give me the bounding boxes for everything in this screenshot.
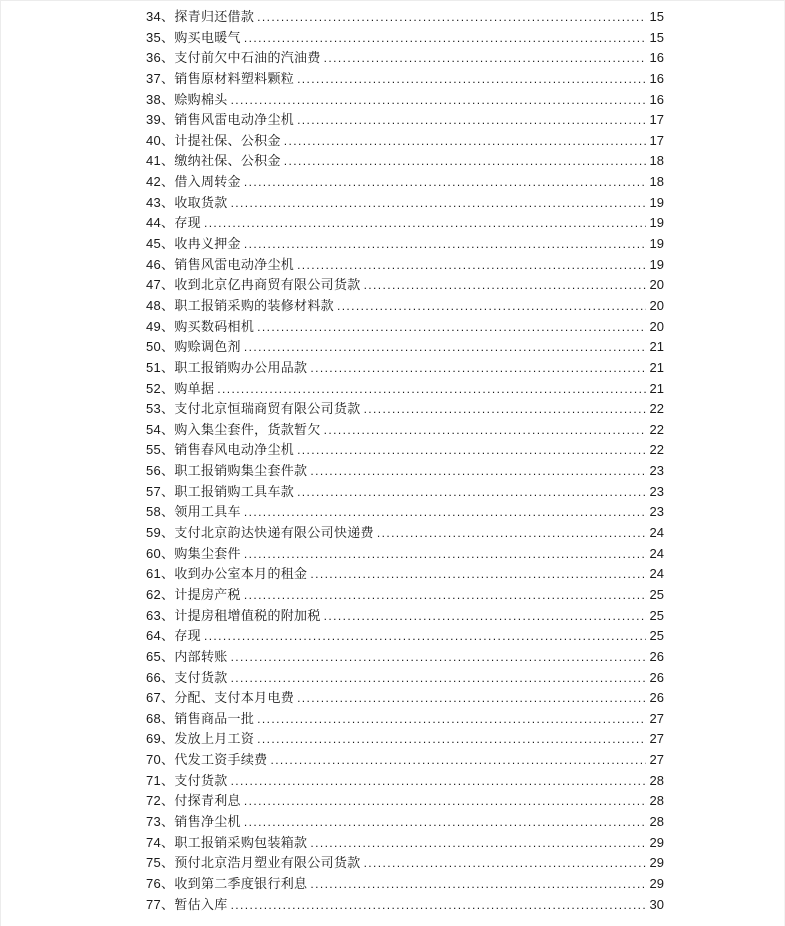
toc-entry[interactable] <box>146 213 664 234</box>
toc-entry-title: 66、支付货款 <box>146 669 228 685</box>
toc-dot-leader <box>257 709 646 730</box>
toc-entry-page: 26 <box>649 690 664 706</box>
toc-entry[interactable] <box>146 461 664 482</box>
toc-entry[interactable] <box>146 399 664 420</box>
toc-entry[interactable] <box>146 90 664 111</box>
toc-entry[interactable] <box>146 296 664 317</box>
toc-entry[interactable] <box>146 668 664 689</box>
toc-entry[interactable] <box>146 874 664 895</box>
toc-entry[interactable] <box>146 151 664 172</box>
toc-entry-title: 51、职工报销购办公用品款 <box>146 359 308 375</box>
toc-dot-leader <box>297 440 646 461</box>
toc-dot-leader <box>364 399 646 420</box>
toc-dot-leader <box>217 379 646 400</box>
toc-dot-leader <box>297 110 646 131</box>
toc-dot-leader <box>270 750 646 771</box>
toc-entry-title: 39、销售风雷电动净尘机 <box>146 112 295 128</box>
toc-entry-page: 19 <box>649 256 664 272</box>
toc-entry-page: 22 <box>649 421 664 437</box>
toc-entry-title: 56、职工报销购集尘套件款 <box>146 463 308 479</box>
toc-entry[interactable] <box>146 853 664 874</box>
toc-entry-title: 74、职工报销采购包装箱款 <box>146 834 308 850</box>
toc-entry-page: 26 <box>649 669 664 685</box>
toc-entry-title: 63、计提房租增值税的附加税 <box>146 607 321 623</box>
toc-entry[interactable] <box>146 110 664 131</box>
toc-dot-leader <box>204 626 646 647</box>
toc-entry[interactable] <box>146 585 664 606</box>
toc-entry-title: 42、借入周转金 <box>146 174 241 190</box>
toc-dot-leader <box>284 151 646 172</box>
toc-entry[interactable] <box>146 709 664 730</box>
toc-entry-page: 24 <box>649 525 664 541</box>
toc-entry-title: 46、销售风雷电动净尘机 <box>146 256 295 272</box>
toc-entry-page: 20 <box>649 297 664 313</box>
toc-dot-leader <box>244 812 646 833</box>
toc-entry-page: 16 <box>649 50 664 66</box>
toc-entry-title: 58、领用工具车 <box>146 504 241 520</box>
toc-entry[interactable] <box>146 771 664 792</box>
toc-entry-page: 25 <box>649 628 664 644</box>
toc-entry-page: 28 <box>649 793 664 809</box>
toc-entry-page: 29 <box>649 834 664 850</box>
toc-entry-page: 30 <box>649 896 664 912</box>
toc-entry-page: 16 <box>649 70 664 86</box>
toc-dot-leader <box>244 172 646 193</box>
toc-entry-page: 17 <box>649 132 664 148</box>
toc-dot-leader <box>231 895 646 916</box>
toc-entry[interactable] <box>146 172 664 193</box>
toc-entry-page: 28 <box>649 813 664 829</box>
toc-dot-leader <box>257 729 646 750</box>
toc-entry-title: 44、存现 <box>146 215 201 231</box>
toc-entry-title: 59、支付北京韵达快递有限公司快递费 <box>146 525 374 541</box>
toc-entry-page: 27 <box>649 710 664 726</box>
toc-dot-leader <box>297 69 646 90</box>
toc-dot-leader <box>310 564 646 585</box>
toc-entry[interactable] <box>146 234 664 255</box>
table-of-contents <box>146 7 664 915</box>
toc-entry-title: 48、职工报销采购的装修材料款 <box>146 297 334 313</box>
toc-entry-page: 20 <box>649 277 664 293</box>
toc-entry-title: 37、销售原材料塑料颗粒 <box>146 70 295 86</box>
toc-entry[interactable] <box>146 482 664 503</box>
toc-entry-title: 35、购买电暖气 <box>146 29 241 45</box>
toc-dot-leader <box>364 853 646 874</box>
toc-entry[interactable] <box>146 523 664 544</box>
toc-entry-page: 21 <box>649 380 664 396</box>
toc-dot-leader <box>231 647 646 668</box>
toc-entry[interactable] <box>146 131 664 152</box>
toc-entry[interactable] <box>146 420 664 441</box>
toc-entry-page: 19 <box>649 236 664 252</box>
toc-entry-page: 22 <box>649 401 664 417</box>
toc-entry-title: 43、收取货款 <box>146 194 228 210</box>
toc-entry-page: 29 <box>649 875 664 891</box>
toc-dot-leader <box>244 585 646 606</box>
toc-entry-title: 70、代发工资手续费 <box>146 752 268 768</box>
toc-dot-leader <box>244 28 646 49</box>
toc-entry-title: 65、内部转账 <box>146 648 228 664</box>
toc-entry-page: 23 <box>649 463 664 479</box>
toc-entry-title: 71、支付货款 <box>146 772 228 788</box>
toc-entry-title: 69、发放上月工资 <box>146 731 255 747</box>
toc-dot-leader <box>377 523 646 544</box>
toc-entry[interactable] <box>146 544 664 565</box>
toc-entry-page: 15 <box>649 29 664 45</box>
toc-dot-leader <box>231 771 646 792</box>
toc-entry-title: 64、存现 <box>146 628 201 644</box>
toc-entry-page: 23 <box>649 483 664 499</box>
toc-entry-page: 29 <box>649 855 664 871</box>
toc-dot-leader <box>297 688 646 709</box>
toc-entry-title: 47、收到北京亿冉商贸有限公司货款 <box>146 277 361 293</box>
toc-entry-title: 49、购买数码相机 <box>146 318 255 334</box>
toc-dot-leader <box>244 502 646 523</box>
toc-entry-title: 34、探青归还借款 <box>146 9 255 24</box>
toc-entry[interactable] <box>146 69 664 90</box>
toc-entry[interactable] <box>146 7 664 28</box>
toc-dot-leader <box>257 7 646 28</box>
toc-entry[interactable] <box>146 317 664 338</box>
toc-dot-leader <box>231 90 646 111</box>
toc-entry[interactable] <box>146 791 664 812</box>
toc-entry-page: 17 <box>649 112 664 128</box>
toc-entry-page: 21 <box>649 359 664 375</box>
toc-entry[interactable] <box>146 358 664 379</box>
toc-entry-title: 50、购赊调色剂 <box>146 339 241 355</box>
toc-entry-page: 16 <box>649 91 664 107</box>
toc-entry[interactable] <box>146 440 664 461</box>
toc-entry-title: 73、销售净尘机 <box>146 813 241 829</box>
toc-dot-leader <box>310 833 646 854</box>
toc-dot-leader <box>231 668 646 689</box>
toc-entry-page: 18 <box>649 174 664 190</box>
toc-entry-title: 57、职工报销购工具车款 <box>146 483 295 499</box>
toc-entry-title: 54、购入集尘套件，货款暂欠 <box>146 421 321 437</box>
toc-entry[interactable] <box>146 255 664 276</box>
toc-entry-page: 27 <box>649 752 664 768</box>
toc-entry[interactable] <box>146 502 664 523</box>
toc-dot-leader <box>364 275 646 296</box>
toc-entry-page: 25 <box>649 607 664 623</box>
toc-entry-title: 62、计提房产税 <box>146 586 241 602</box>
toc-entry-page: 22 <box>649 442 664 458</box>
toc-entry-page: 24 <box>649 545 664 561</box>
toc-entry[interactable] <box>146 193 664 214</box>
toc-dot-leader <box>231 193 646 214</box>
toc-entry-title: 61、收到办公室本月的租金 <box>146 566 308 582</box>
toc-dot-leader <box>337 296 646 317</box>
toc-entry-title: 55、销售春风电动净尘机 <box>146 442 295 458</box>
toc-entry-title: 76、收到第二季度银行利息 <box>146 875 308 891</box>
toc-entry[interactable] <box>146 48 664 69</box>
toc-entry[interactable] <box>146 812 664 833</box>
toc-dot-leader <box>244 791 646 812</box>
toc-entry-page: 20 <box>649 318 664 334</box>
toc-entry-page: 19 <box>649 194 664 210</box>
toc-entry[interactable] <box>146 275 664 296</box>
toc-entry-page: 26 <box>649 648 664 664</box>
toc-entry-page: 15 <box>649 9 664 24</box>
toc-dot-leader <box>324 48 646 69</box>
toc-entry-title: 68、销售商品一批 <box>146 710 255 726</box>
toc-dot-leader <box>244 544 646 565</box>
toc-entry-title: 40、计提社保、公积金 <box>146 132 281 148</box>
toc-entry[interactable] <box>146 647 664 668</box>
toc-entry-title: 53、支付北京恒瑞商贸有限公司货款 <box>146 401 361 417</box>
toc-entry-page: 19 <box>649 215 664 231</box>
toc-dot-leader <box>297 482 646 503</box>
toc-dot-leader <box>284 131 646 152</box>
toc-entry-page: 25 <box>649 586 664 602</box>
toc-entry-page: 21 <box>649 339 664 355</box>
toc-dot-leader <box>297 255 646 276</box>
toc-entry-title: 41、缴纳社保、公积金 <box>146 153 281 169</box>
toc-entry-title: 67、分配、支付本月电费 <box>146 690 295 706</box>
toc-entry-title: 52、购单据 <box>146 380 215 396</box>
toc-dot-leader <box>310 874 646 895</box>
toc-entry-page: 24 <box>649 566 664 582</box>
toc-dot-leader <box>204 213 646 234</box>
toc-dot-leader <box>244 234 646 255</box>
toc-dot-leader <box>324 606 646 627</box>
toc-entry[interactable] <box>146 688 664 709</box>
toc-entry-title: 77、暂估入库 <box>146 896 228 912</box>
toc-dot-leader <box>310 358 646 379</box>
toc-entry[interactable] <box>146 895 664 916</box>
toc-dot-leader <box>324 420 646 441</box>
toc-entry-title: 72、付探青利息 <box>146 793 241 809</box>
toc-entry-page: 18 <box>649 153 664 169</box>
toc-dot-leader <box>244 337 646 358</box>
toc-dot-leader <box>257 317 646 338</box>
toc-entry[interactable] <box>146 28 664 49</box>
toc-entry[interactable] <box>146 564 664 585</box>
toc-entry[interactable] <box>146 626 664 647</box>
toc-entry[interactable] <box>146 606 664 627</box>
toc-entry-page: 27 <box>649 731 664 747</box>
toc-entry[interactable] <box>146 379 664 400</box>
toc-entry-title: 38、赊购棉头 <box>146 91 228 107</box>
toc-entry-title: 45、收冉义押金 <box>146 236 241 252</box>
toc-entry-title: 75、预付北京浩月塑业有限公司货款 <box>146 855 361 871</box>
toc-entry[interactable] <box>146 729 664 750</box>
toc-entry-title: 36、支付前欠中石油的汽油费 <box>146 50 321 66</box>
toc-entry-title: 60、购集尘套件 <box>146 545 241 561</box>
toc-entry[interactable] <box>146 833 664 854</box>
toc-entry-page: 28 <box>649 772 664 788</box>
toc-dot-leader <box>310 461 646 482</box>
toc-entry[interactable] <box>146 750 664 771</box>
toc-entry-page: 23 <box>649 504 664 520</box>
toc-entry[interactable] <box>146 337 664 358</box>
